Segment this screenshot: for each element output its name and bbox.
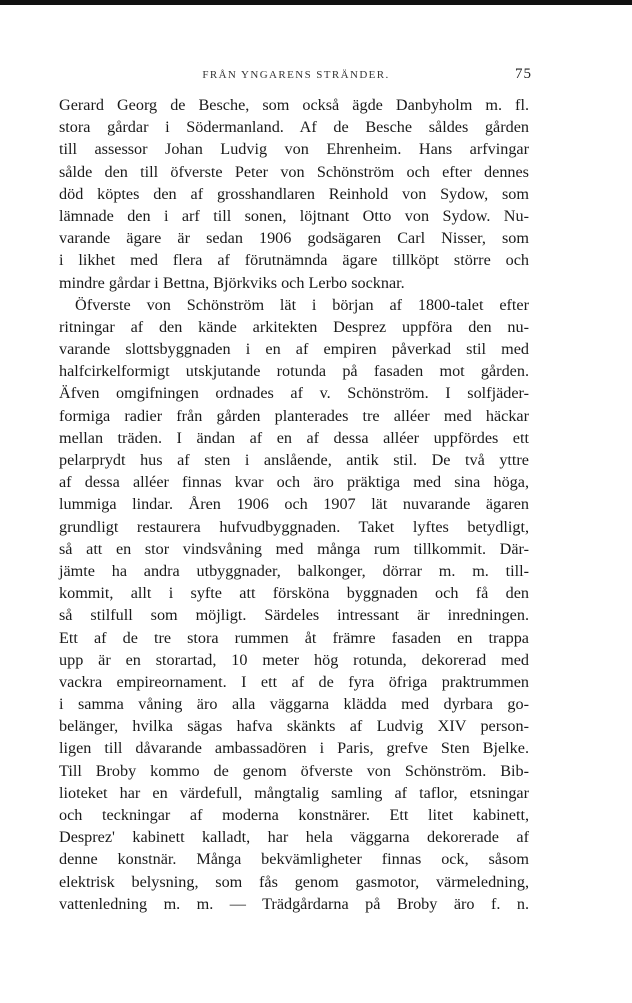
body-text xyxy=(59,94,529,915)
text-line: ligen till dåvarande ambassadören i Paris, grefve Sten Bjelke. xyxy=(59,739,529,758)
paragraph-end-line: mindre gårdar i Bettna, Björkviks och Lerbo socknar. xyxy=(59,273,405,292)
text-line: Till Broby kommo de genom öfverste von Schönström. Bib- xyxy=(59,761,529,780)
text-line: så att en stor vindsvåning med många rum tillkommit. Där- xyxy=(59,539,529,558)
top-border-rule xyxy=(0,0,632,5)
text-line: halfcirkelformigt utskjutande rotunda på fasaden mot gården. xyxy=(59,362,529,381)
text-line: vackra empireornament. I ett af de fyra öfriga praktrummen xyxy=(59,672,529,691)
text-line: och teckningar af moderna konstnärer. Ett litet kabinett, xyxy=(59,806,529,824)
text-line: af dessa alléer finnas kvar och äro präktiga med sina höga, xyxy=(59,473,529,492)
text-line: så stilfull som möjligt. Särdeles intressant är inredningen. xyxy=(59,606,529,625)
text-line: upp är en storartad, 10 meter hög rotunda, dekorerad med xyxy=(59,650,529,669)
text-line: ritningar af den kände arkitekten Desprez uppföra den nu- xyxy=(59,317,529,336)
running-title: FRÅN YNGARENS STRÄNDER. xyxy=(202,69,390,81)
text-line: vattenledning m. m. — Trädgårdarna på Broby äro f. n. xyxy=(59,894,529,913)
text-line: varande slottsbyggnaden i en af empiren påverkad stil med xyxy=(59,340,529,359)
text-line: i samma våning äro alla väggarna klädda med dyrbara go- xyxy=(59,695,529,714)
text-line: stora gårdar i Södermanland. Af de Besche såldes gården xyxy=(59,118,529,137)
text-line: belänger, hvilka sägas hafva skänkts af Ludvig XIV person- xyxy=(59,717,529,736)
text-line: mellan träden. I ändan af en af dessa alléer uppfördes ett xyxy=(59,428,529,447)
text-line: jämte ha andra utbyggnader, balkonger, dörrar m. m. till- xyxy=(59,561,529,580)
text-line: varande ägare är sedan 1906 godsägaren Carl Nisser, som xyxy=(59,229,529,248)
text-line: Ett af de tre stora rummen åt främre fasaden en trappa xyxy=(59,628,529,647)
text-line: död köptes den af grosshandlaren Reinhold von Sydow, som xyxy=(59,184,529,203)
text-line: Desprez' kabinett kalladt, har hela väggarna dekorerade af xyxy=(59,828,529,847)
text-line: formiga radier från gården planterades tre alléer med häckar xyxy=(59,406,529,425)
text-line: denne konstnär. Många bekvämligheter finnas ock, såsom xyxy=(59,850,529,869)
text-line: sålde den till öfverste Peter von Schönström och efter dennes xyxy=(59,162,529,181)
text-line: lummiga lindar. Åren 1906 och 1907 lät nuvarande ägaren xyxy=(59,495,529,514)
text-line: kommit, allt i syfte att försköna byggnaden och få den xyxy=(59,584,529,603)
text-line: lämnade den i arf till sonen, löjtnant Otto von Sydow. Nu- xyxy=(59,206,529,225)
text-line: Äfven omgifningen ordnades af v. Schönström. I solfjäder- xyxy=(59,384,529,403)
text-line: Gerard Georg de Besche, som också ägde Danbyholm m. fl. xyxy=(59,96,529,114)
page-header xyxy=(60,66,532,84)
text-line: pelarprydt hus af sten i anslående, antik stil. De två yttre xyxy=(59,451,529,469)
paragraph-start-line: Öfverste von Schönström lät i början af 1800-talet efter xyxy=(75,295,529,314)
text-line: grundligt restaurera hufvudbyggnaden. Taket lyftes betydligt, xyxy=(59,517,529,536)
text-line: lioteket har en värdefull, mångtalig samling af taflor, etsningar xyxy=(59,783,529,802)
page-number: 75 xyxy=(515,66,532,82)
text-line: elektrisk belysning, som fås genom gasmotor, värmeledning, xyxy=(59,872,529,891)
text-line: till assessor Johan Ludvig von Ehrenheim. Hans arfvingar xyxy=(59,140,529,159)
text-line: i likhet med flera af förutnämnda ägare tillköpt större och xyxy=(59,251,529,270)
